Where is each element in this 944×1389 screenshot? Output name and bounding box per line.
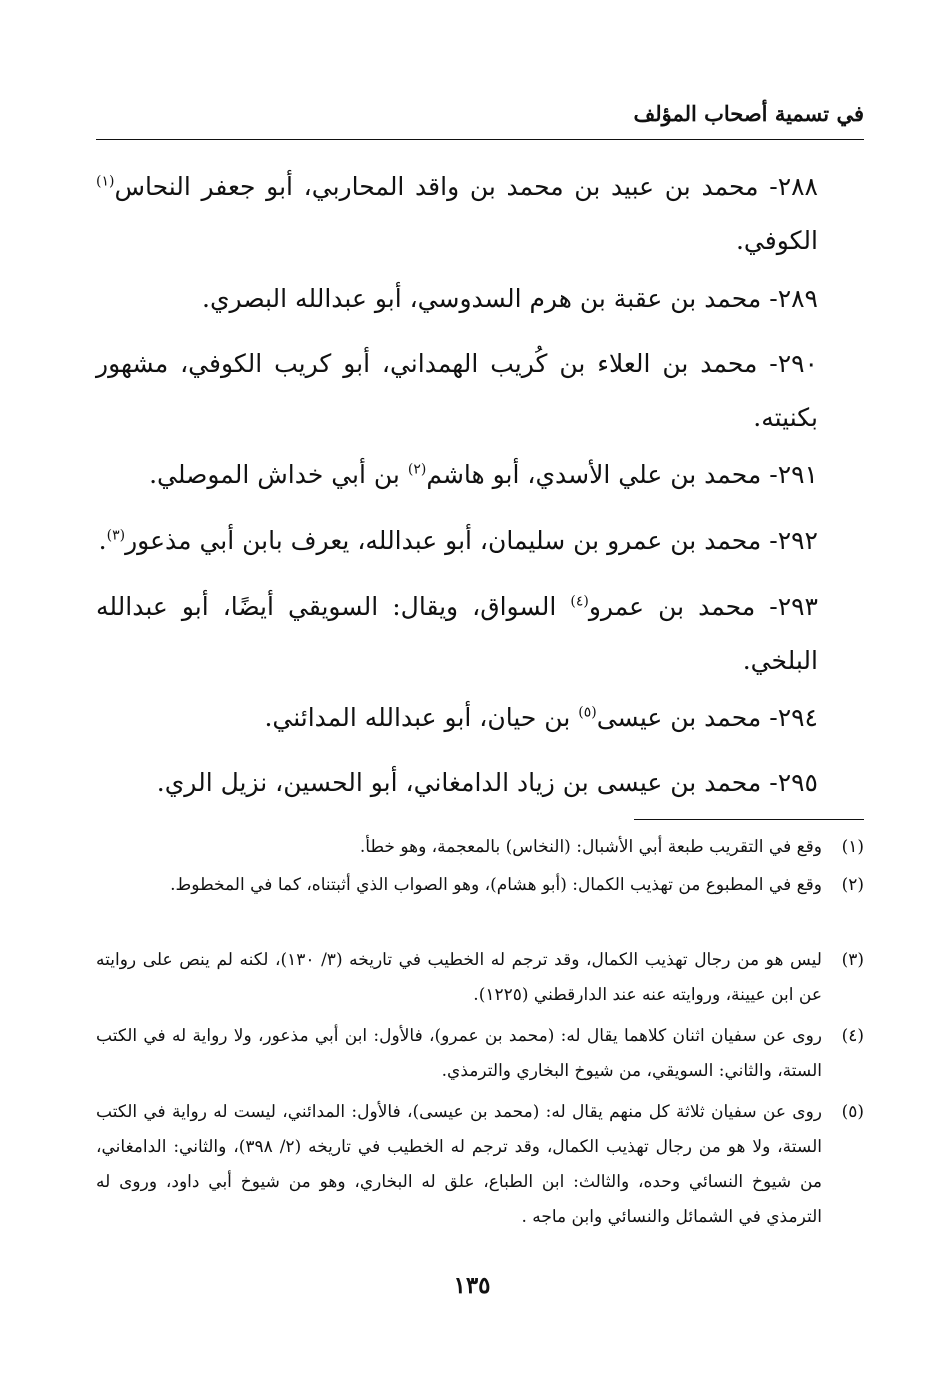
footnote-text: ليس هو من رجال تهذيب الكمال، وقد ترجم له الخطيب في تاريخه (٣/ ١٣٠)، لكنه لم ينص على روايته عن ابن عيينة، وروايته عنه عند الدارقطني (١٢٢٥). [96, 950, 822, 1005]
entry-294 [96, 691, 818, 745]
entry-text: محمد بن عيسى [596, 703, 762, 732]
footnote-3 [96, 943, 864, 1013]
entry-number: ٢٨٩- [769, 284, 818, 313]
entry-295 [96, 756, 818, 810]
footnote-number: (٢) [841, 875, 864, 895]
entry-number: ٢٩٤- [769, 703, 818, 732]
footnote-text: وقع في التقريب طبعة أبي الأشبال: (النخاس) بالمعجمة، وهو خطأ. [359, 837, 822, 857]
header-title: في تسمية أصحاب المؤلف [633, 101, 864, 126]
entry-text: محمد بن العلاء بن كُريب الهمداني، أبو كريب الكوفي، مشهور بكنيته. [96, 349, 818, 432]
footnote-ref[interactable]: (٢) [407, 461, 427, 478]
footnote-number: (٤) [841, 1026, 864, 1046]
entry-text-cont: بن أبي خداش الموصلي. [149, 460, 408, 489]
footnote-ref[interactable]: (٥) [578, 704, 597, 721]
footnote-number: (٣) [841, 950, 864, 970]
entry-number: ٢٩١- [769, 460, 818, 489]
footnote-4 [96, 1019, 864, 1089]
entry-289 [96, 272, 818, 326]
footnote-ref[interactable]: (٣) [106, 527, 126, 544]
entry-number: ٢٩٢- [769, 526, 818, 555]
header-rule [96, 139, 864, 140]
footnote-ref[interactable]: (١) [96, 173, 115, 190]
footnote-text: روى عن سفيان ثلاثة كل منهم يقال له: (محمد بن عيسى)، فالأول: المدائني، ليست له رواية في الكتب الستة، ولا هو من رجال تهذيب الكمال، وقد ترجم له الخطيب في تاريخه (٢/ ٣٩٨)، والثاني: الدامغاني، من شيوخ النسائي وحده، والثالث: ابن الطباع، علق له البخاري، وهو من شيوخ أبي داود، وروى له الترمذي في الشمائل والنسائي وابن ماجه . [96, 1102, 822, 1227]
entry-text-cont: السواق، ويقال: السويقي أيضًا، أبو عبدالله البلخي. [96, 592, 818, 675]
entry-number: ٢٨٨- [769, 172, 818, 201]
footnote-1 [96, 830, 864, 865]
entry-number: ٢٩٥- [769, 768, 818, 797]
page-number: ١٣٥ [453, 1272, 491, 1299]
footnote-text: روى عن سفيان اثنان كلاهما يقال له: (محمد بن عمرو)، فالأول: ابن أبي مذعور، ولا رواية له في الكتب الستة، والثاني: السويقي، من شيوخ البخاري والترمذي. [96, 1026, 822, 1081]
footnote-text: وقع في المطبوع من تهذيب الكمال: (أبو هشام)، وهو الصواب الذي أثبتناه، كما في المخطوط. [170, 875, 822, 895]
entry-291 [96, 448, 818, 502]
entry-text: محمد بن علي الأسدي، أبو هاشم [426, 460, 762, 489]
running-header [96, 101, 864, 139]
footnote-number: (١) [841, 837, 864, 857]
footnote-number: (٥) [841, 1102, 864, 1122]
entry-290 [96, 337, 818, 445]
entry-text-cont: بن حيان، أبو عبدالله المدائني. [264, 703, 579, 732]
footnote-5 [96, 1095, 864, 1235]
entry-288 [96, 160, 818, 268]
entry-text: محمد بن عقبة بن هرم السدوسي، أبو عبدالله البصري. [202, 284, 762, 313]
entry-text: محمد بن عبيد بن محمد بن واقد المحاربي، أبو جعفر النحاس [114, 172, 759, 201]
entry-292 [96, 514, 818, 568]
entry-text-cont: . [98, 526, 107, 555]
entry-text-cont: الكوفي. [735, 226, 818, 255]
entry-text: محمد بن عمرو بن سليمان، أبو عبدالله، يعرف بابن أبي مذعور [125, 526, 762, 555]
footnote-2 [96, 868, 864, 903]
footnote-separator [634, 819, 864, 820]
entry-text: محمد بن عيسى بن زياد الدامغاني، أبو الحسين، نزيل الري. [156, 768, 762, 797]
entry-293 [96, 580, 818, 688]
footnote-ref[interactable]: (٤) [570, 593, 589, 610]
entry-text: محمد بن عمرو [588, 592, 756, 621]
entry-number: ٢٩٣- [769, 592, 818, 621]
entry-number: ٢٩٠- [769, 349, 818, 378]
